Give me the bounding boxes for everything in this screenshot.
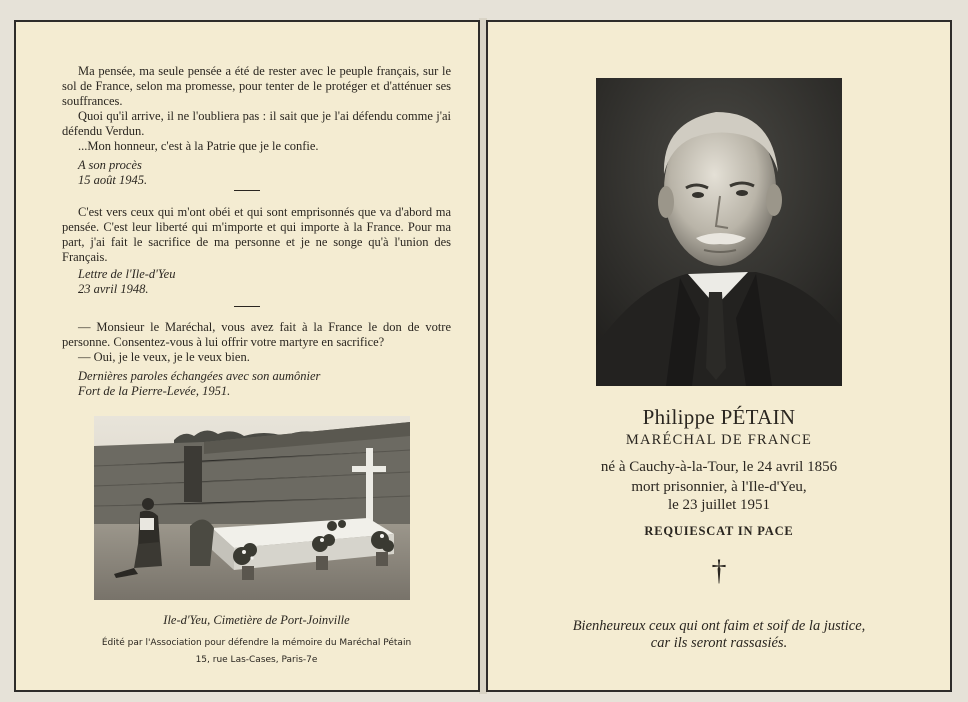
quote-last-words-line-2: — Oui, je le veux, je le veux bien.: [78, 350, 250, 364]
quote-trial: [62, 64, 451, 188]
quote-last-words-attribution-1: Dernières paroles échangées avec son aumônier: [78, 369, 321, 383]
publisher-line: Édité par l'Association pour défendre la mémoire du Maréchal Pétain: [101, 638, 412, 648]
quote-trial-line-1: Ma pensée, ma seule pensée a été de rester avec le peuple français, sur le sol de France, selon ma promesse, pour tenter de le protéger et d'atténuer ses souffrances.: [62, 64, 451, 108]
quote-last-words-line-1: — Monsieur le Maréchal, vous avez fait à la France le don de votre personne. Consentez-vous à lui offrir votre martyre en sacrifice?: [62, 320, 451, 349]
left-page: [14, 20, 480, 692]
separator-rule: [234, 190, 260, 191]
quote-letter-attribution-1: Lettre de l'Ile-d'Yeu: [78, 267, 176, 281]
requiescat-line: REQUIESCAT IN PACE: [644, 524, 794, 538]
cross-icon: †: [711, 554, 727, 587]
portrait-photo: [596, 78, 842, 386]
right-page: [486, 20, 952, 692]
separator-rule: [234, 306, 260, 307]
death-line-1: mort prisonnier, à l'Ile-d'Yeu,: [631, 479, 807, 495]
quote-letter-line-1: C'est vers ceux qui m'ont obéi et qui sont emprisonnés que va d'abord ma pensée. C'est leur liberté qui m'importe et qui importe à la France. Pour ma part, j'ai fait le sacrifice de ma personne et je ne songe qu'à l'union des Français.: [62, 205, 451, 264]
deceased-rank: MARÉCHAL DE FRANCE: [625, 432, 813, 448]
deceased-name: Philippe PÉTAIN: [642, 405, 796, 429]
beatitude-line-1: Bienheureux ceux qui ont faim et soif de la justice,: [572, 618, 866, 634]
photo-caption: Ile-d'Yeu, Cimetière de Port-Joinville: [163, 613, 350, 627]
quote-last-words: [62, 320, 451, 399]
death-line-2: le 23 juillet 1951: [667, 497, 771, 513]
birth-line: né à Cauchy-à-la-Tour, le 24 avril 1856: [600, 459, 838, 475]
quote-trial-attribution-2: 15 août 1945.: [78, 173, 148, 187]
quote-letter: [62, 205, 451, 297]
beatitude-line-2: car ils seront rassasiés.: [650, 635, 788, 651]
quote-trial-line-3: ...Mon honneur, c'est à la Patrie que je le confie.: [78, 139, 319, 153]
quote-last-words-attribution-2: Fort de la Pierre-Levée, 1951.: [78, 384, 231, 398]
quote-trial-attribution-1: A son procès: [78, 158, 142, 172]
publisher-address: 15, rue Las-Cases, Paris-7e: [195, 655, 318, 665]
quote-letter-attribution-2: 23 avril 1948.: [78, 282, 149, 296]
grave-photo: [94, 416, 410, 600]
quote-trial-line-2: Quoi qu'il arrive, il ne l'oubliera pas : il sait que je l'ai défendu comme j'ai défendu Verdun.: [62, 109, 451, 138]
